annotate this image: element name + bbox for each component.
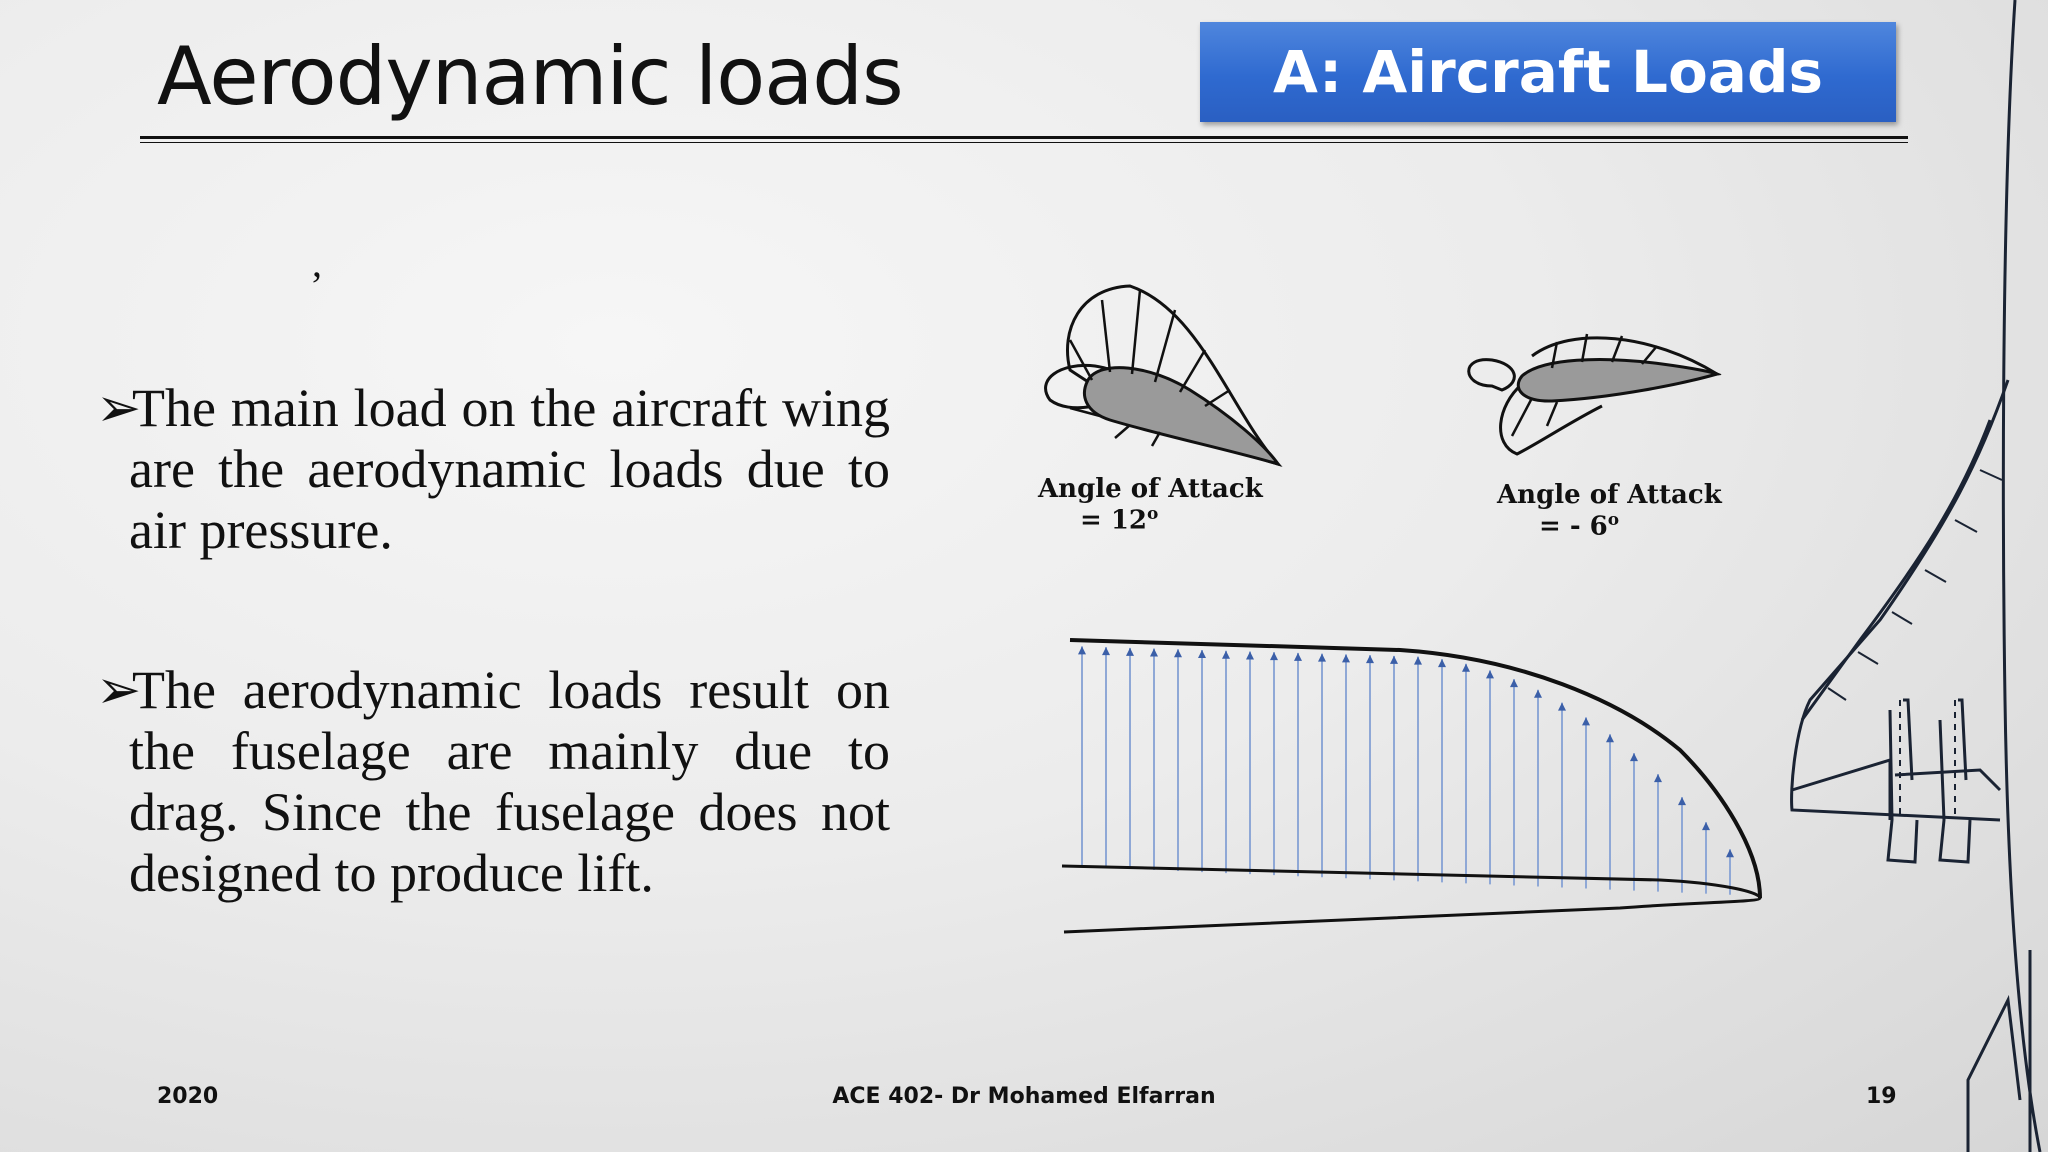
load-arrow-head (1534, 690, 1542, 698)
load-arrow-head (1366, 655, 1374, 663)
load-arrow-head (1174, 649, 1182, 657)
bullet-arrow-icon: ➢ (96, 660, 142, 720)
aoa-label-left-line1: Angle of Attack (1038, 474, 1263, 504)
load-arrow-head (1606, 734, 1614, 742)
load-arrow-head (1222, 651, 1230, 659)
load-arrow-head (1582, 717, 1590, 725)
load-arrow-head (1294, 653, 1302, 661)
load-arrow-head (1654, 774, 1662, 782)
bullet-2-text: The aerodynamic loads result on the fuselage are mainly due to drag. Since the fuselage does not designed to produce lift. (129, 660, 890, 903)
bullet-2 (96, 660, 890, 904)
load-arrow-head (1342, 654, 1350, 662)
aoa-label-right (1497, 480, 1722, 542)
load-arrow-head (1318, 654, 1326, 662)
aoa-label-right-line2 (1497, 510, 1722, 542)
page-title: Aerodynamic loads (157, 30, 903, 123)
load-arrow-head (1126, 648, 1134, 656)
title-underline-thin (140, 142, 1908, 143)
load-arrow-head (1414, 657, 1422, 665)
page-number: 19 (1866, 1084, 1897, 1109)
stray-mark: ’ (310, 263, 324, 308)
load-arrow-head (1390, 656, 1398, 664)
footer-year: 2020 (157, 1084, 219, 1109)
load-arrow-head (1678, 797, 1686, 805)
load-arrow-head (1102, 647, 1110, 655)
load-arrow-head (1486, 670, 1494, 678)
aircraft-planform-outline (1740, 0, 2048, 1152)
bullet-arrow-icon: ➢ (96, 378, 142, 438)
load-arrow-head (1246, 651, 1254, 659)
aoa-right-value: = - 6 (1539, 511, 1608, 542)
load-arrow-head (1630, 753, 1638, 761)
aoa-right-degree: o (1607, 510, 1620, 530)
load-arrow-head (1198, 650, 1206, 658)
airfoil-pressure-diagram-right (1462, 326, 1722, 460)
load-arrow-head (1462, 664, 1470, 672)
load-arrow-head (1270, 652, 1278, 660)
aoa-label-right-line1: Angle of Attack (1497, 480, 1722, 510)
load-arrow-head (1150, 649, 1158, 657)
wing-load-distribution-diagram (1060, 630, 1770, 940)
load-arrow-head (1078, 646, 1086, 654)
aoa-left-value: = 12 (1080, 505, 1148, 536)
aoa-label-left-line2 (1038, 504, 1263, 536)
aoa-label-left (1038, 474, 1263, 536)
footer-course: ACE 402- Dr Mohamed Elfarran (832, 1084, 1216, 1109)
airfoil-pressure-diagram-left (1040, 280, 1300, 470)
title-underline (140, 136, 1908, 139)
bullet-1 (96, 378, 890, 561)
bullet-1-text: The main load on the aircraft wing are the aerodynamic loads due to air pressure. (129, 378, 890, 560)
section-badge: A: Aircraft Loads (1200, 22, 1896, 122)
load-arrow-head (1726, 849, 1734, 857)
load-arrow-head (1702, 822, 1710, 830)
load-arrow-head (1438, 659, 1446, 667)
load-arrow-head (1558, 703, 1566, 711)
load-arrow-head (1510, 679, 1518, 687)
aoa-left-degree: o (1147, 504, 1159, 524)
